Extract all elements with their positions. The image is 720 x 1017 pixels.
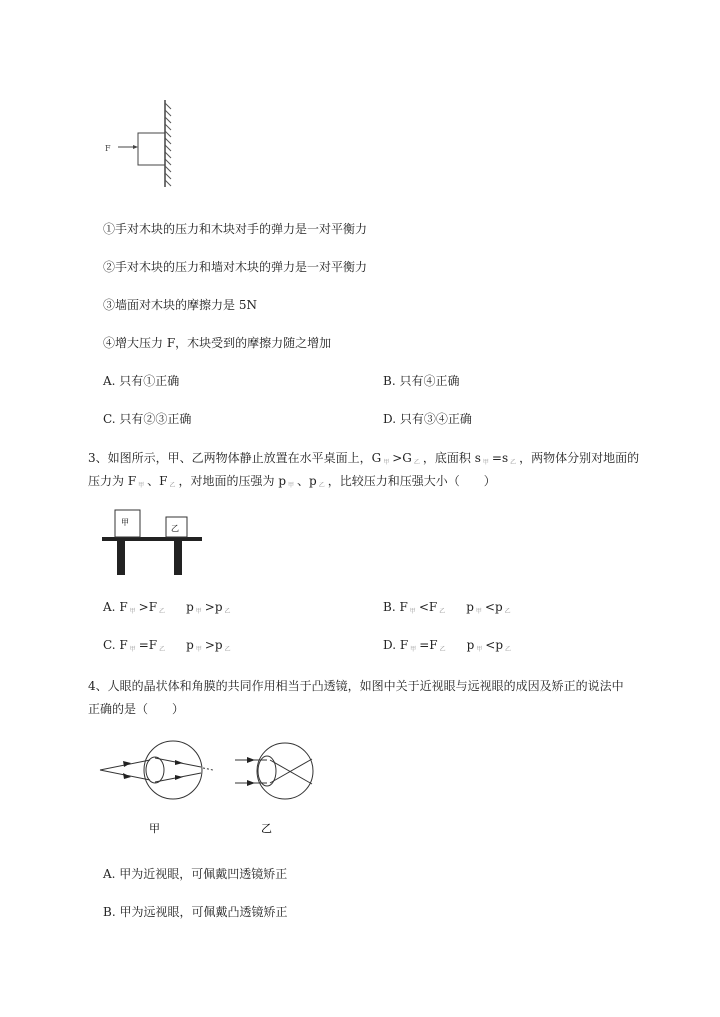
subscript: 甲 [476, 646, 483, 653]
q2-option-a[interactable]: A. 只有①正确 [103, 374, 180, 388]
subscript: 甲 [138, 482, 145, 489]
subscript: 乙 [318, 482, 325, 489]
statement-4: ④增大压力 F，木块受到的摩擦力随之增加 [103, 336, 332, 350]
figure-part [165, 103, 171, 186]
figure-part: <p [485, 638, 504, 652]
subscript: 乙 [169, 482, 176, 489]
figure-part [165, 145, 171, 151]
figure-part [165, 180, 171, 186]
box-jia-label: 甲 [121, 518, 129, 527]
q2-option-d[interactable]: D. 只有③④正确 [383, 412, 472, 426]
figure-part: >p [204, 638, 223, 652]
subscript: 乙 [224, 646, 231, 653]
eye-jia-label: 甲 [149, 822, 160, 835]
figure-part: =F [419, 638, 438, 652]
box-yi-label: 乙 [171, 524, 179, 533]
figure-part [133, 145, 138, 149]
figure-part: <F [418, 600, 438, 614]
q4-stem-line1: 4、人眼的晶状体和角膜的共同作用相当于凸透镜，如图中关于近视眼与远视眼的成因及矫正的说法中 [88, 679, 624, 693]
figure-part [165, 124, 171, 130]
statement-2: ②手对木块的压力和墙对木块的弹力是一对平衡力 [103, 260, 368, 274]
figure-part: ，比较压力和压强大小（ ） [327, 474, 496, 488]
eye-yi-label: 乙 [261, 822, 272, 835]
figure-part: =F [138, 638, 158, 652]
figure-part [165, 103, 171, 109]
subscript: 甲 [129, 608, 136, 615]
figure-part: F [119, 638, 128, 652]
subscript: 乙 [504, 608, 511, 615]
subscript: 甲 [195, 646, 202, 653]
force-label: F [105, 144, 111, 153]
figure-part: ，两物体分别对地面的 [519, 451, 640, 465]
figure-part [203, 768, 213, 770]
figure-part: 、F [147, 474, 168, 488]
figure-part: p [186, 638, 194, 652]
subscript: 乙 [159, 608, 166, 615]
figure-part: ，底面积 s [422, 451, 481, 465]
figure-part: p [466, 638, 475, 652]
figure-part [165, 152, 171, 158]
q3-stem-line2 [88, 472, 496, 489]
figure-part: >G [392, 451, 412, 465]
block-wall-figure [100, 95, 210, 195]
figure-part: D. [383, 638, 397, 652]
q3-option-d[interactable] [383, 638, 514, 653]
figure-part: 压力为 F [88, 474, 137, 488]
statement-3: ③墙面对木块的摩擦力是 5N [103, 298, 257, 312]
figure-part: ，对地面的压强为 p [178, 474, 287, 488]
q3-option-c[interactable] [103, 638, 234, 653]
q2-option-b[interactable]: B. 只有④正确 [383, 374, 460, 388]
figure-part: C. [103, 638, 116, 652]
figure-part [174, 541, 182, 575]
q2-option-c[interactable]: C. 只有②③正确 [103, 412, 192, 426]
figure-part: <p [484, 600, 503, 614]
subscript: 乙 [505, 646, 512, 653]
figure-part: B. [383, 600, 396, 614]
table-figure [100, 505, 210, 580]
figure-part [175, 775, 183, 780]
q3-option-b[interactable] [383, 600, 514, 615]
subscript: 乙 [224, 608, 231, 615]
figure-part: F [399, 600, 408, 614]
figure-part [144, 741, 202, 799]
subscript: 乙 [510, 459, 517, 466]
figure-part [165, 110, 171, 116]
subscript: 甲 [475, 608, 482, 615]
figure-part [165, 173, 171, 179]
figure-part: p [186, 600, 194, 614]
figure-part: 3、如图所示，甲、乙两物体静止放置在水平桌面上，G [88, 451, 382, 465]
subscript: 甲 [482, 459, 489, 466]
subscript: 甲 [383, 459, 390, 466]
q4-option-b[interactable]: B. 甲为远视眼，可佩戴凸透镜矫正 [103, 905, 288, 919]
figure-part [146, 757, 164, 783]
subscript: 甲 [195, 608, 202, 615]
figure-part [165, 166, 171, 172]
figure-part [102, 537, 202, 541]
q3-option-a[interactable] [103, 600, 234, 615]
figure-part [257, 743, 313, 799]
subscript: 甲 [409, 608, 416, 615]
q4-option-a[interactable]: A. 甲为近视眼，可佩戴凹透镜矫正 [103, 867, 288, 881]
figure-part: A. [103, 600, 116, 614]
subscript: 甲 [410, 646, 417, 653]
q3-stem-line1 [88, 449, 639, 466]
figure-part: >F [138, 600, 158, 614]
q4-stem-line2: 正确的是（ ） [88, 702, 185, 716]
figure-part: F [399, 638, 409, 652]
eye-figure [95, 740, 335, 840]
figure-part: p [466, 600, 474, 614]
figure-part: =s [491, 451, 509, 465]
figure-part [175, 760, 183, 765]
figure-part [165, 138, 171, 144]
subscript: 乙 [413, 459, 420, 466]
figure-part [100, 741, 313, 799]
figure-part [138, 133, 165, 165]
figure-part [165, 159, 171, 165]
figure-part [165, 131, 171, 137]
figure-part [247, 780, 255, 786]
subscript: 甲 [129, 646, 136, 653]
subscript: 乙 [439, 608, 446, 615]
figure-part [247, 757, 255, 763]
figure-part: 、p [297, 474, 317, 488]
figure-part: F [119, 600, 128, 614]
subscript: 甲 [288, 482, 295, 489]
figure-part: >p [204, 600, 223, 614]
figure-part [165, 117, 171, 123]
subscript: 乙 [439, 646, 446, 653]
statement-1: ①手对木块的压力和木块对手的弹力是一对平衡力 [103, 222, 368, 236]
figure-part [117, 541, 125, 575]
subscript: 乙 [159, 646, 166, 653]
